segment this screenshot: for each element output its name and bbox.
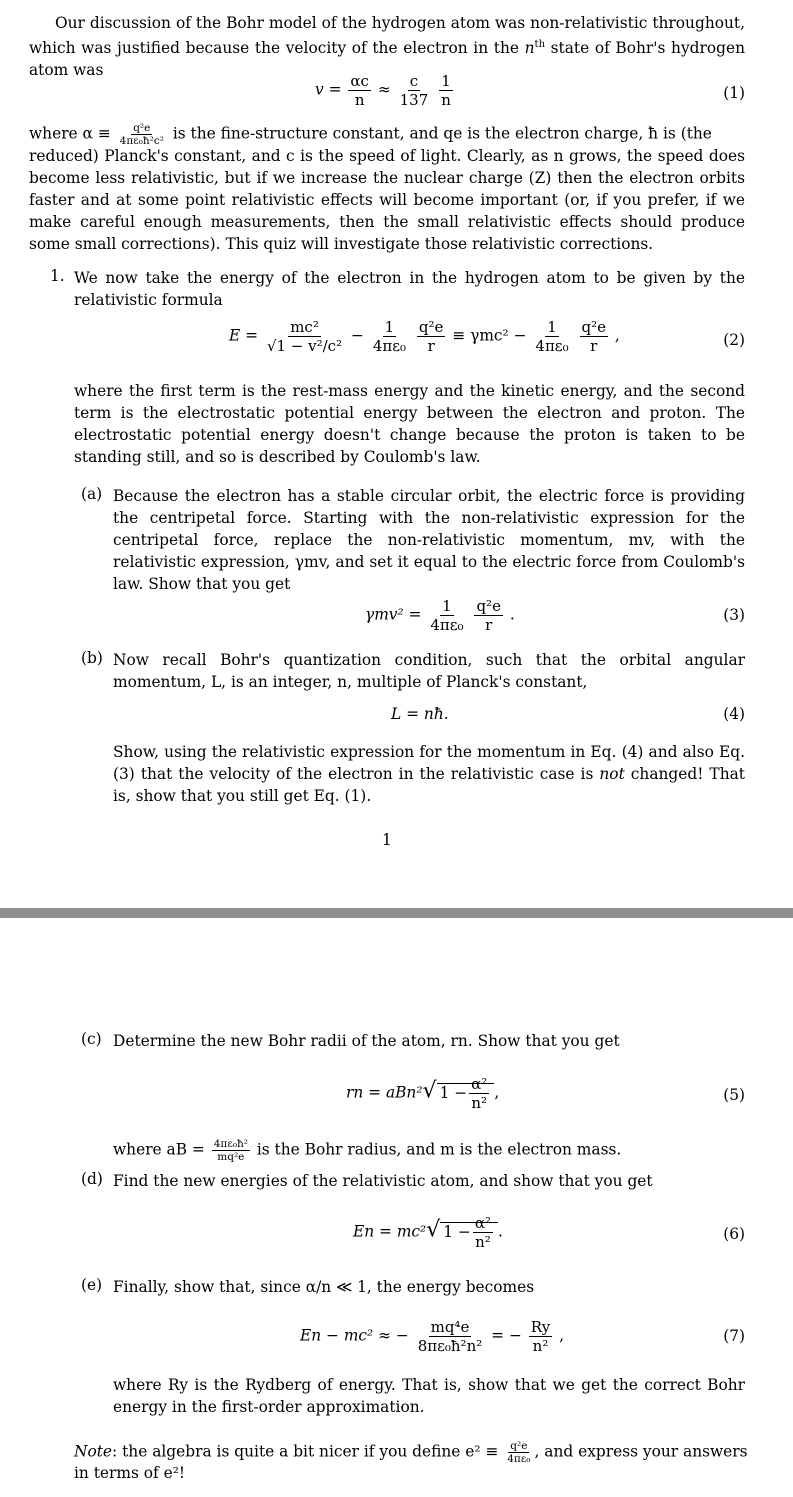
- equation-5: rn = aBn²√ 1 − $\frac{\text{α²}}{\text{n²}}$ ,: [346, 1075, 500, 1112]
- emphasis-not: not: [599, 765, 625, 783]
- intro-text-a: Our discussion of the Bohr model of the hydrogen atom was non-relativistic throughout, which was justified because the velocity of the electron in the: [29, 14, 745, 58]
- eq3-lhs: γmv² =: [365, 605, 422, 624]
- equation-3: γmv² = $\frac{1}{\text{4πε₀}}$ $\frac{\text{q²e}}{r}$ .: [365, 597, 515, 634]
- eq2-fraction-3: $\frac{\text{q²e}}{r}$: [418, 318, 444, 355]
- alpha-definition-line: [29, 122, 712, 147]
- equation-1: [315, 72, 455, 109]
- eq1-lhs: v =: [315, 80, 342, 99]
- item-1-paragraph: where the first term is the rest-mass energy and the kinetic energy, and the second term is the electrostatic potential energy between the electron and proton. The electrostatic potential energy doesn't change because the proton is taken to be standing still, and so is described by Coulomb's law.: [74, 382, 745, 466]
- part-b-label: (b): [81, 649, 103, 667]
- part-e-paragraph: where Ry is the Rydberg of energy. That is, show that we get the correct Bohr energy in the first-order approximation.: [113, 1376, 745, 1416]
- eq3-fraction-2: $\frac{\text{q²e}}{r}$: [476, 597, 501, 634]
- eq6-lhs: En = mc²: [353, 1222, 427, 1241]
- eq2-fraction-2: $\frac{1}{\text{4πε₀}}$: [372, 318, 407, 355]
- eq1-fraction-3: $\frac{1}{n}$: [441, 72, 451, 109]
- part-b-text: Now recall Bohr's quantization condition, such that the orbital angular momentum, L, is an integer, n, multiple of Planck's constant,: [113, 651, 745, 691]
- note-fraction: $\frac{\text{q²e}}{\text{4πε₀}}$: [507, 1440, 531, 1465]
- eq2-middle: ≡ γmc² −: [452, 326, 527, 345]
- page-2: [0, 918, 793, 1497]
- eq2-fraction-4: $\frac{1}{\text{4πε₀}}$: [535, 318, 569, 355]
- part-b-paragraph: Show, using the relativistic expression for the momentum in Eq. (4) and also Eq. (3) that the velocity of the electron in the relativistic case is not changed! That is, show that you still get Eq. (1).: [113, 743, 745, 805]
- item-1-text: We now take the energy of the electron in the hydrogen atom to be given by the relativistic formula: [74, 269, 745, 309]
- eq3-number: (3): [723, 606, 745, 624]
- part-c-text: Determine the new Bohr radii of the atom, rn. Show that you get: [113, 1032, 620, 1050]
- note-line: Note: the algebra is quite a bit nicer if you define e² ≡ $\frac{\text{q²e}}{\text{4πε₀}}$ , and express your answers: [74, 1440, 748, 1465]
- part-d-text: Find the new energies of the relativistic atom, and show that you get: [113, 1172, 653, 1190]
- note-line-2: in terms of e²!: [74, 1464, 186, 1482]
- eq7-number: (7): [723, 1327, 745, 1345]
- eq7-fraction-1: $\frac{\text{mq⁴e}}{\text{8πε₀ħ²n²}}$: [417, 1318, 483, 1355]
- bohr-radius-line: where aB = $\frac{\text{4πε₀ħ²}}{\text{mq²e}}$ is the Bohr radius, and m is the electron mass.: [113, 1138, 622, 1163]
- eq5-radical: 1 − $\frac{\text{α²}}{\text{n²}}$: [437, 1083, 495, 1102]
- part-e-text: Finally, show that, since α/n ≪ 1, the energy becomes: [113, 1278, 535, 1296]
- eq6-number: (6): [723, 1225, 745, 1243]
- where-alpha-text: where α ≡: [29, 124, 111, 143]
- part-d-label: (d): [81, 1170, 103, 1188]
- item-1-label: 1.: [50, 267, 65, 285]
- eq5-number: (5): [723, 1086, 745, 1104]
- page-number: 1: [382, 831, 392, 849]
- part-c-label: (c): [81, 1030, 102, 1048]
- eq1-fraction-1: $\frac{\alpha c}{n}$: [350, 72, 369, 109]
- eq2-lhs: E =: [229, 326, 259, 345]
- eq1-number: (1): [723, 84, 745, 102]
- eq3-fraction-1: $\frac{1}{\text{4πε₀}}$: [430, 597, 464, 634]
- where-alpha-rest: is the fine-structure constant, and qe is the electron charge, ħ is (the: [172, 124, 712, 143]
- equation-2: E = $\frac{\text{mc²}}{\text{√1 − v²/c²}}$ − $\frac{1}{\text{4πε₀}}$ $\frac{\text{q²e}}{r}$ ≡ γmc² − $\frac{1}{\text{4πε₀}}$ $\frac{\text{q²e}}{r}$ ,: [229, 318, 620, 355]
- alpha-fraction: $\frac{\text{q²e}}{\text{4πε₀ħ²c²}}$: [119, 122, 164, 147]
- nth-superscript: th: [534, 39, 546, 50]
- eq1-fraction-2: $\frac{c}{137}$: [399, 72, 429, 109]
- eq2-fraction-1: $\frac{\text{mc²}}{\text{√1 − v²/c²}}$: [266, 318, 343, 355]
- eq5-lhs: rn = aBn²: [346, 1083, 423, 1102]
- para1-rest: reduced) Planck's constant, and c is the speed of light. Clearly, as n grows, the speed does become less relativistic, but if we increase the nuclear charge (Z) then the electron orbits faster and at some point relativistic effects will become important (or, if you prefer, if we make careful enough measurements, then the small relativistic effects should produce some small corrections). This quiz will investigate those relativistic corrections.: [29, 147, 745, 253]
- equation-6: En = mc²√ 1 − $\frac{\text{α²}}{\text{n²}}$ .: [353, 1214, 503, 1251]
- eq1-approx: ≈: [377, 80, 391, 99]
- page-divider: [0, 908, 793, 918]
- eq6-radical: 1 − $\frac{\text{α²}}{\text{n²}}$: [440, 1222, 498, 1241]
- bohr-radius-fraction: $\frac{\text{4πε₀ħ²}}{\text{mq²e}}$: [213, 1138, 248, 1163]
- part-a-label: (a): [81, 485, 103, 503]
- note-label: Note: [74, 1442, 113, 1461]
- eq7-fraction-2: $\frac{Ry}{\text{n²}}$: [530, 1318, 551, 1355]
- part-e-label: (e): [81, 1276, 103, 1294]
- eq2-number: (2): [723, 331, 745, 349]
- eq2-fraction-5: $\frac{\text{q²e}}{r}$: [581, 318, 606, 355]
- part-a-text: Because the electron has a stable circular orbit, the electric force is providing the centripetal force. Starting with the non-relativistic expression for the centripetal force, replace the non-relativistic momentum, mv, with the relativistic expression, γmv, and set it equal to the electric force from Coulomb's law. Show that you get: [113, 487, 745, 593]
- equation-7: En − mc² ≈ − $\frac{\text{mq⁴e}}{\text{8πε₀ħ²n²}}$ = − $\frac{Ry}{\text{n²}}$ ,: [300, 1318, 565, 1355]
- eq7-lhs: En − mc² ≈ −: [300, 1326, 409, 1345]
- intro-paragraph: [29, 12, 745, 81]
- equation-4: L = nħ.: [391, 705, 449, 723]
- nth-symbol: n: [524, 39, 535, 58]
- eq4-number: (4): [723, 705, 745, 723]
- intro-text-b: state of Bohr's hydrogen atom was: [29, 39, 745, 80]
